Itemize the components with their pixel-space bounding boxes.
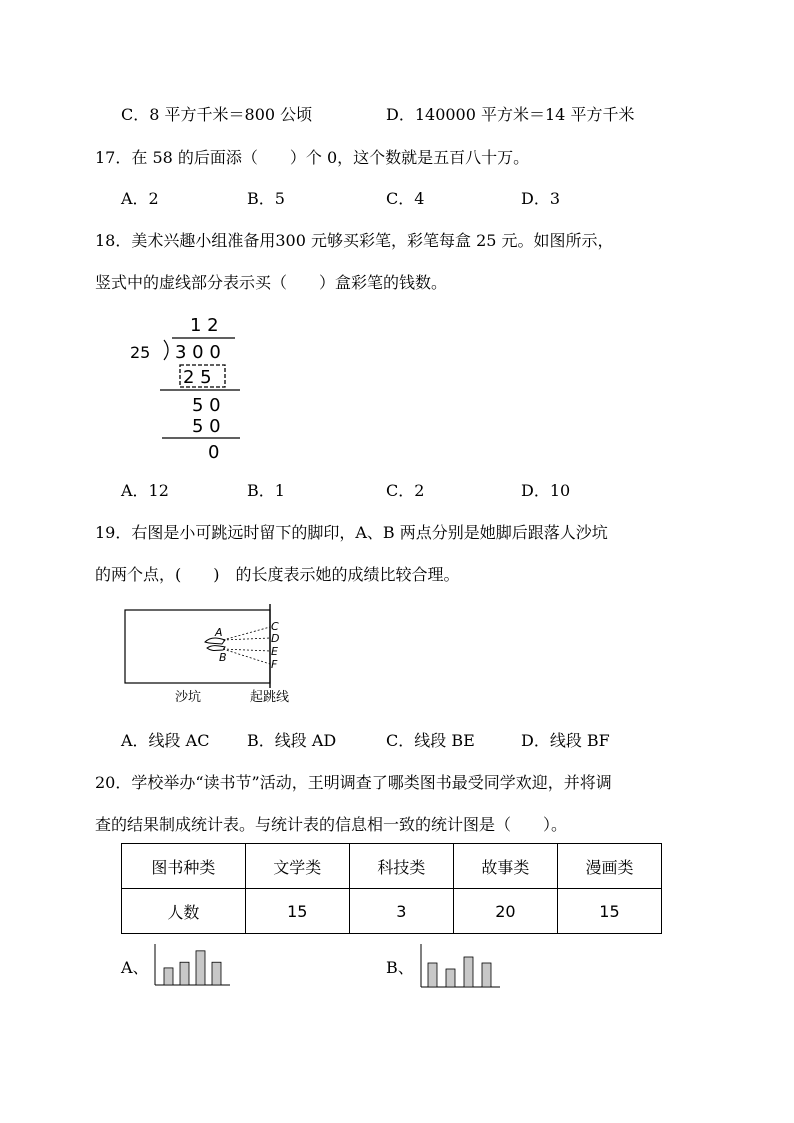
point-b-label: B bbox=[219, 651, 227, 664]
q18-stem-line1: 18．美术兴趣小组准备用300 元够买彩笔，彩笔每盒 25 元。如图所示， bbox=[95, 231, 614, 250]
q19-stem-line1: 19．右图是小可跳远时留下的脚印，A、B 两点分别是她脚后跟落人沙坑 bbox=[95, 523, 608, 542]
sandpit-rect bbox=[125, 610, 270, 683]
q19-option-d: D．线段 BF bbox=[521, 731, 610, 750]
table-header-cell: 科技类 bbox=[349, 844, 453, 889]
point-d-label: D bbox=[271, 632, 280, 645]
division-quotient: 1 2 bbox=[190, 315, 219, 336]
q19-option-c: C．线段 BE bbox=[386, 731, 475, 750]
bar-1 bbox=[428, 963, 437, 987]
q18-option-a: A．12 bbox=[121, 481, 169, 500]
bar-4 bbox=[482, 963, 491, 987]
bar-2 bbox=[180, 962, 189, 985]
bar-2 bbox=[446, 969, 455, 987]
survey-table bbox=[121, 843, 662, 934]
q18-option-c: C．2 bbox=[386, 481, 425, 500]
long-jump-figure bbox=[115, 600, 305, 710]
table-header-cell: 故事类 bbox=[453, 844, 557, 889]
q16-option-d: D．140000 平方米＝14 平方千米 bbox=[386, 105, 635, 124]
q18-option-d: D．10 bbox=[521, 481, 571, 500]
table-cell: 20 bbox=[453, 889, 557, 934]
q17-option-c: C．4 bbox=[386, 189, 425, 208]
point-e-label: E bbox=[271, 645, 278, 658]
bar-3 bbox=[196, 951, 205, 985]
q17-option-b: B．5 bbox=[247, 189, 285, 208]
q19-option-a: A．线段 AC bbox=[121, 731, 210, 750]
q17-stem: 17．在 58 的后面添（ ）个 0，这个数就是五百八十万。 bbox=[95, 148, 530, 167]
long-division-figure bbox=[120, 310, 260, 470]
division-remainder: 0 bbox=[208, 442, 220, 463]
bar-3 bbox=[464, 957, 473, 987]
table-cell: 15 bbox=[245, 889, 349, 934]
sandpit-label: 沙坑 bbox=[175, 690, 202, 705]
table-cell: 3 bbox=[349, 889, 453, 934]
option-b-bar-chart bbox=[418, 942, 502, 990]
table-cell: 人数 bbox=[122, 889, 246, 934]
q20-stem-line1: 20．学校举办“读书节”活动，王明调查了哪类图书最受同学欢迎，并将调 bbox=[95, 773, 612, 792]
division-step3: 5 0 bbox=[192, 416, 221, 437]
footprint-icon bbox=[205, 638, 225, 651]
q19-option-b: B．线段 AD bbox=[247, 731, 337, 750]
bar-4 bbox=[212, 962, 221, 985]
point-f-label: F bbox=[271, 658, 278, 671]
q20-option-a-label: A、 bbox=[121, 958, 149, 977]
table-header-cell: 文学类 bbox=[245, 844, 349, 889]
table-row bbox=[122, 889, 662, 934]
division-step2: 5 0 bbox=[192, 395, 221, 416]
division-dividend: 3 0 0 bbox=[175, 342, 221, 363]
table-header-cell: 漫画类 bbox=[557, 844, 661, 889]
table-row bbox=[122, 844, 662, 889]
q18-option-b: B．1 bbox=[247, 481, 285, 500]
bar-1 bbox=[164, 968, 173, 985]
division-divisor: 25 bbox=[130, 343, 151, 362]
point-a-label: A bbox=[215, 626, 223, 639]
division-step1: 2 5 bbox=[183, 367, 212, 388]
table-cell: 15 bbox=[557, 889, 661, 934]
q17-option-d: D．3 bbox=[521, 189, 561, 208]
takeoff-line-label: 起跳线 bbox=[250, 690, 290, 705]
q16-option-c: C．8 平方千米＝800 公顷 bbox=[121, 105, 313, 124]
q20-stem-line2: 查的结果制成统计表。与统计表的信息相一致的统计图是（ ）。 bbox=[95, 815, 568, 834]
q19-stem-line2: 的两个点，( ) 的长度表示她的成绩比较合理。 bbox=[95, 565, 460, 584]
point-c-label: C bbox=[271, 620, 279, 633]
option-a-bar-chart bbox=[152, 942, 232, 988]
q18-stem-line2: 竖式中的虚线部分表示买（ ）盒彩笔的钱数。 bbox=[95, 273, 448, 292]
table-header-cell: 图书种类 bbox=[122, 844, 246, 889]
q17-option-a: A．2 bbox=[121, 189, 159, 208]
q20-option-b-label: B、 bbox=[386, 958, 414, 977]
